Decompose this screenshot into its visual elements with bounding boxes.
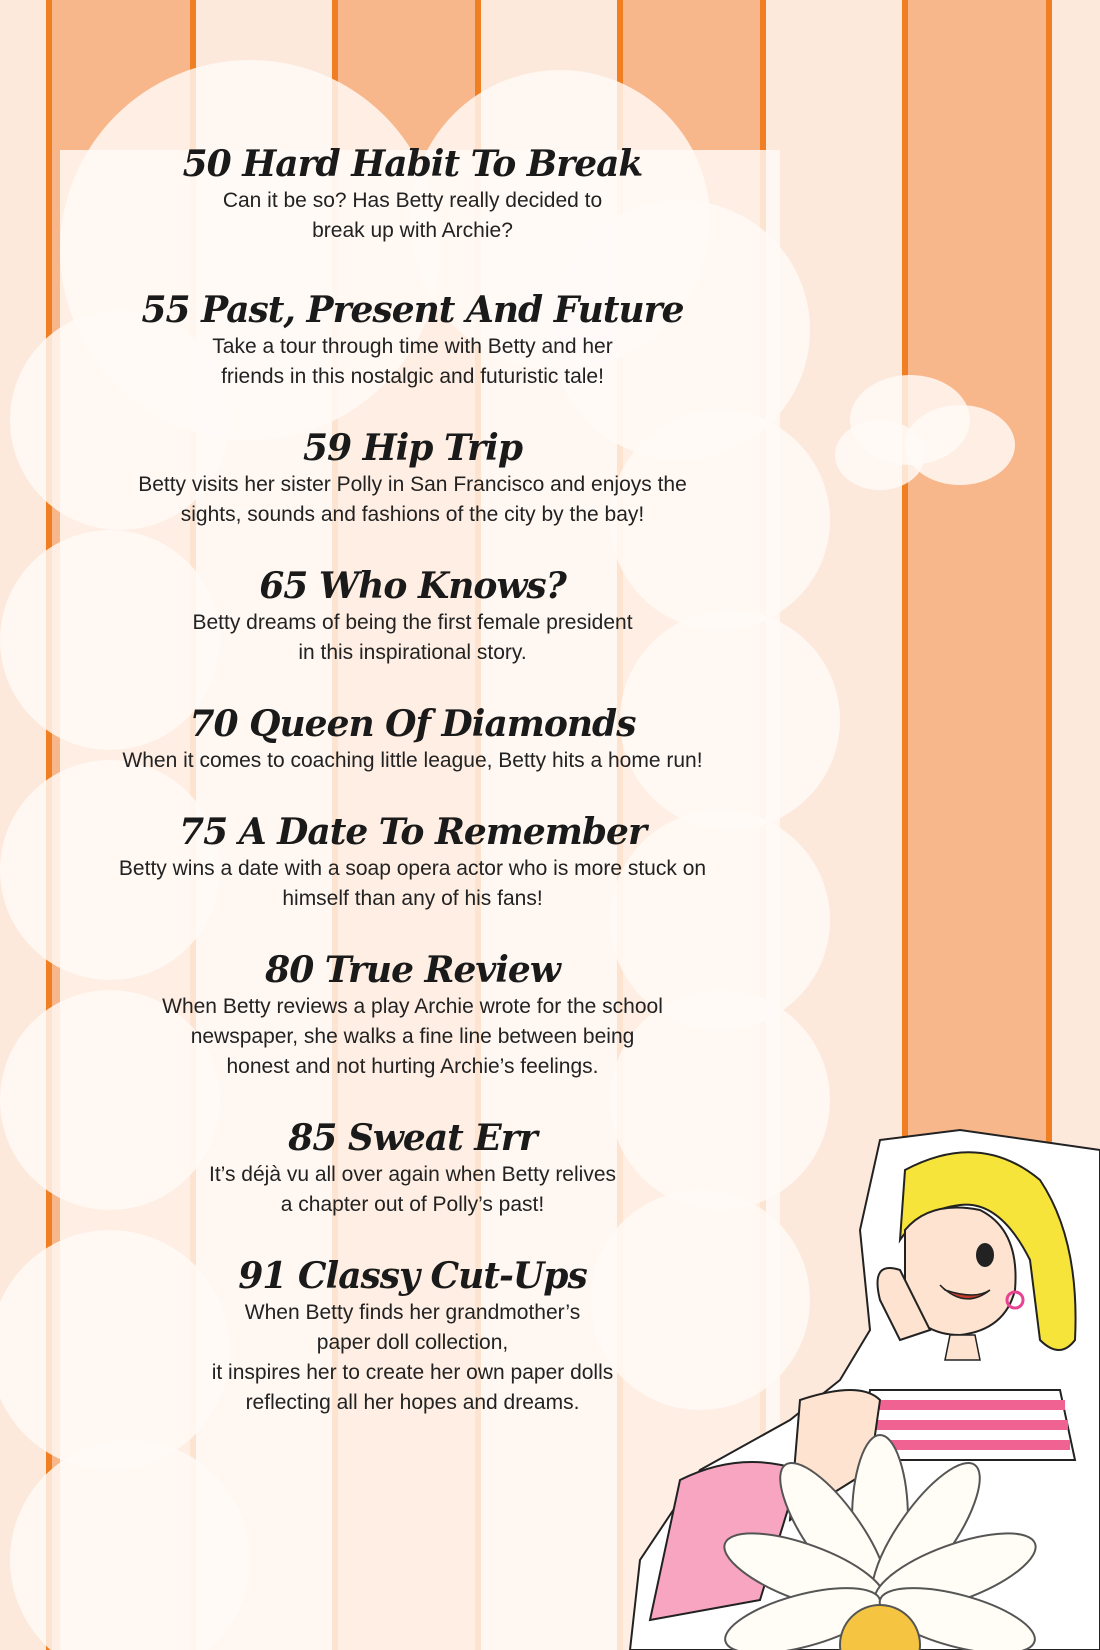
story-description: When Betty reviews a play Archie wrote for the school newspaper, she walks a fine line between being honest and not hurting Archie’s feelings. bbox=[162, 995, 663, 1078]
story-description: When it comes to coaching little league, Betty hits a home run! bbox=[122, 749, 703, 772]
story-description: Can it be so? Has Betty really decided to break up with Archie? bbox=[222, 189, 603, 242]
story-description: When Betty finds her grandmother’s paper doll collection, it inspires her to create her own paper dolls reflecting all her hopes and dreams. bbox=[211, 1301, 614, 1414]
story-description: Betty dreams of being the first female president in this inspirational story. bbox=[192, 611, 633, 664]
story-title: 75 A Date To Remember bbox=[179, 811, 646, 853]
story-title: 70 Queen Of Diamonds bbox=[189, 703, 636, 745]
story-title: 59 Hip Trip bbox=[302, 427, 522, 469]
story-title: 55 Past, Present And Future bbox=[141, 289, 684, 331]
story-description: Take a tour through time with Betty and her friends in this nostalgic and futuristic tale! bbox=[212, 335, 613, 388]
eye-icon bbox=[976, 1243, 994, 1267]
story-title: 85 Sweat Err bbox=[288, 1117, 537, 1159]
story-title: 80 True Review bbox=[265, 949, 560, 991]
story-description: Betty visits her sister Polly in San Francisco and enjoys the sights, sounds and fashions of the city by the bay! bbox=[138, 473, 687, 526]
story-description: It’s déjà vu all over again when Betty relives a chapter out of Polly’s past! bbox=[209, 1163, 616, 1216]
story-description: Betty wins a date with a soap opera actor who is more stuck on himself than any of his fans! bbox=[118, 857, 707, 910]
story-title: 91 Classy Cut-Ups bbox=[238, 1255, 587, 1297]
story-title: 65 Who Knows? bbox=[259, 565, 566, 607]
story-title: 50 Hard Habit To Break bbox=[182, 143, 643, 185]
